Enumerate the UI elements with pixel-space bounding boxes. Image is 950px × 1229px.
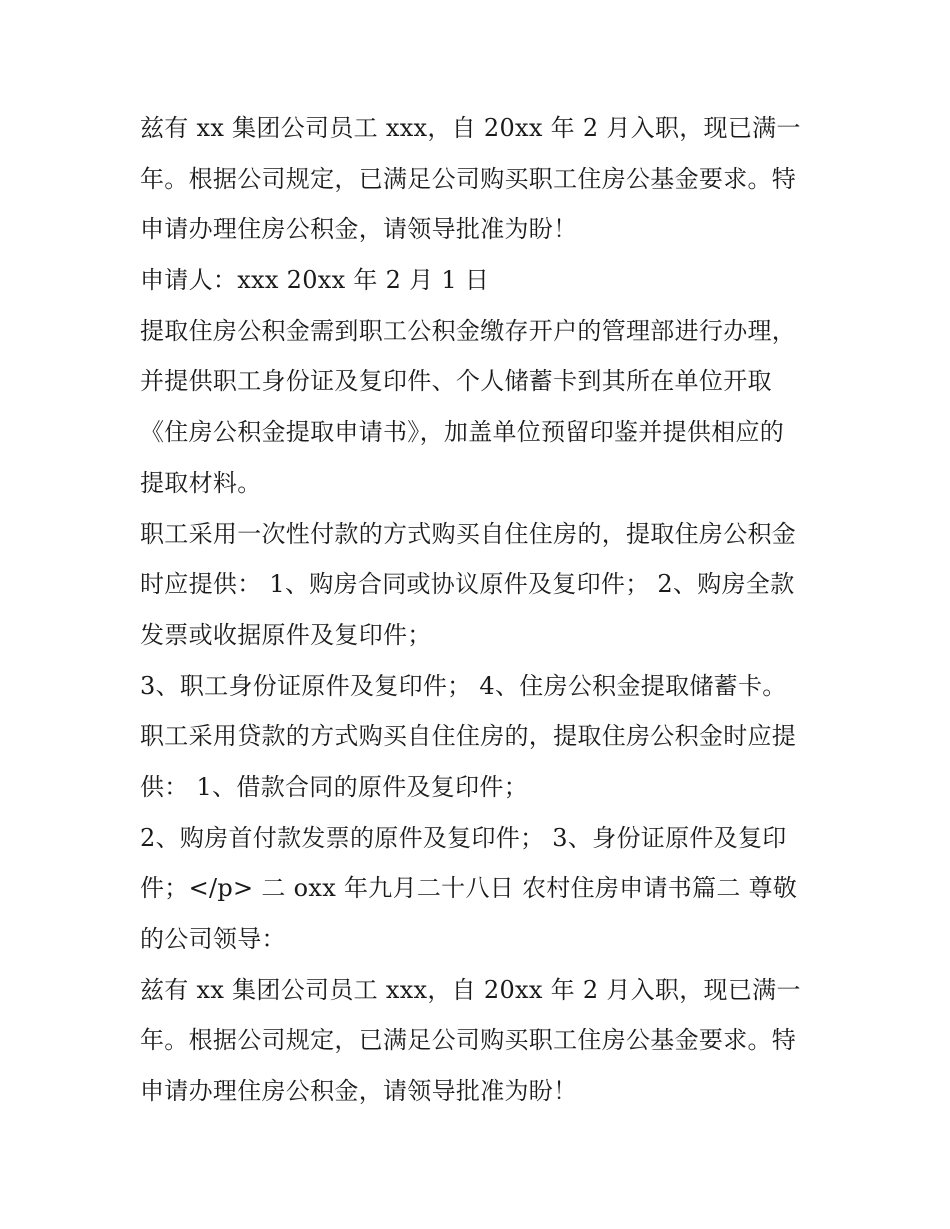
text-line: 年。根据公司规定，已满足公司购买职工住房公基金要求。特 (140, 164, 797, 193)
text-line: 《住房公积金提取申请书》，加盖单位预留印鉴并提供相应的 (140, 418, 785, 447)
text-line: 件；</p> 二 oxx 年九月二十八日 农村住房申请书篇二 尊敬 (140, 874, 798, 903)
text-line: 提取住房公积金需到职工公积金缴存开户的管理部进行办理， (140, 316, 797, 345)
text-line: 发票或收据原件及复印件； (140, 620, 432, 649)
text-line: 时应提供： 1、购房合同或协议原件及复印件； 2、购房全款 (140, 570, 795, 599)
text-line: 申请人：xxx 20xx 年 2 月 1 日 (140, 266, 490, 295)
document-body (140, 103, 830, 1117)
text-line: 并提供职工身份证及复印件、个人储蓄卡到其所在单位开取 (140, 367, 772, 396)
text-line: 兹有 xx 集团公司员工 xxx，自 20xx 年 2 月入职，现已满一 (140, 975, 801, 1004)
text-line: 3、职工身份证原件及复印件； 4、住房公积金提取储蓄卡。 (140, 671, 787, 700)
text-line: 兹有 xx 集团公司员工 xxx，自 20xx 年 2 月入职，现已满一 (140, 114, 801, 142)
text-line: 提取材料。 (140, 468, 262, 497)
text-line: 2、购房首付款发票的原件及复印件； 3、身份证原件及复印 (140, 823, 787, 852)
text-line: 的公司领导： (140, 925, 286, 953)
text-line: 职工采用贷款的方式购买自住住房的，提取住房公积金时应提 (140, 722, 797, 751)
text-line: 申请办理住房公积金，请领导批准为盼！ (140, 215, 578, 244)
text-line: 职工采用一次性付款的方式购买自住住房的，提取住房公积金 (140, 519, 797, 548)
text-line: 供： 1、借款合同的原件及复印件； (140, 772, 528, 801)
text-line: 年。根据公司规定，已满足公司购买职工住房公基金要求。特 (140, 1026, 797, 1055)
text-line: 申请办理住房公积金，请领导批准为盼！ (140, 1077, 578, 1106)
